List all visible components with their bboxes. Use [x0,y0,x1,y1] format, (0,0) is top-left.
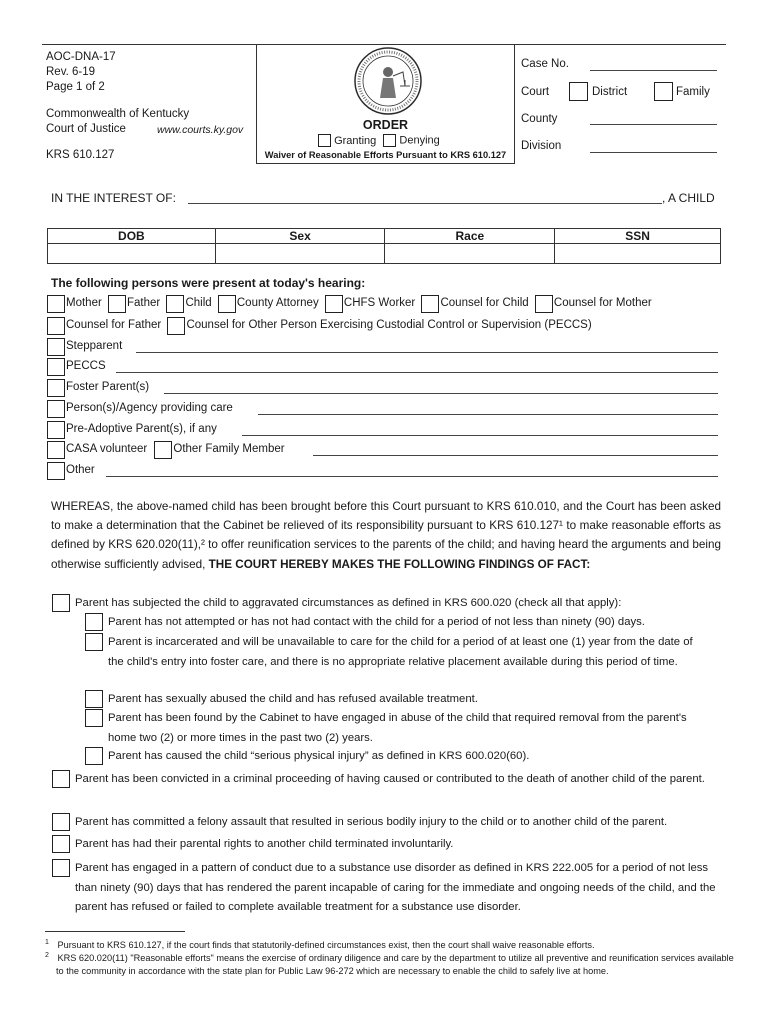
physical-injury-text: Parent has caused the child “serious physical injury” as defined in KRS 600.020(60). [108,750,530,762]
ssn-header: SSN [555,229,721,244]
finding-sub-5 [108,747,708,767]
terminated-checkbox[interactable] [52,835,70,853]
district-checkbox[interactable] [569,82,588,101]
felony-checkbox[interactable] [52,813,70,831]
preadoptive-checkbox[interactable] [47,421,65,439]
stepparent-row [47,337,721,356]
other-family-field[interactable] [313,455,718,456]
footnote-rule [45,931,185,932]
denying-label: Denying [399,134,440,147]
footnote-2-mark: 2 [45,952,49,959]
present-row-1 [47,294,652,313]
footnote-2 [45,950,736,977]
counsel-child-checkbox[interactable] [421,295,439,313]
foster-parent-label: Foster Parent(s) [66,381,150,393]
finding-substance [75,859,723,918]
substance-text: Parent has engaged in a pattern of conduct due to a substance use disorder as defined in KRS 222.005 for a period of not less than ninety (90) days that has rendered the parent incapable of caring for the immediate and ongoing needs of the child, and the parent has refused or failed to complete available treatment for a substance use disorder. [75,862,716,913]
finding-sub-4 [108,709,708,748]
present-row-2 [47,316,592,335]
finding-convicted [75,770,723,790]
whereas-paragraph [51,497,721,574]
court-of-justice-label: Court of Justice [46,123,126,135]
other-family-checkbox[interactable] [154,441,172,459]
foster-row [47,378,149,397]
foster-parent-checkbox[interactable] [47,379,65,397]
aggravated-checkbox[interactable] [52,594,70,612]
stepparent-field[interactable] [136,352,718,353]
race-header: Race [385,229,555,244]
stepparent-checkbox[interactable] [47,338,65,356]
other-family-label: Other Family Member [173,443,285,455]
incarcerated-text: Parent is incarcerated and will be unavailable to care for the child for a period of at least one (1) year from the date of the child's entry into foster care, and there is no appropriate relative placement available during this period of time. [108,636,693,668]
physical-injury-checkbox[interactable] [85,747,103,765]
header-order-bottom-rule [256,163,515,164]
sexual-abuse-checkbox[interactable] [85,690,103,708]
granting-label: Granting [334,134,377,147]
finding-sub-3 [108,690,708,710]
granting-denying-row [318,134,440,147]
other-row [47,461,95,480]
page-number: Page 1 of 2 [46,81,105,93]
child-name-field[interactable] [188,203,662,204]
removal-checkbox[interactable] [85,709,103,727]
case-no-field[interactable] [590,70,717,71]
no-contact-text: Parent has not attempted or has not had contact with the child for a period of not less than ninety (90) days. [108,616,645,628]
casa-label: CASA volunteer [66,443,148,455]
case-no-label: Case No. [521,58,569,70]
mother-label: Mother [66,297,102,309]
terminated-text: Parent has had their parental rights to another child terminated involuntarily. [75,838,454,850]
other-checkbox[interactable] [47,462,65,480]
casa-row [47,440,285,459]
commonwealth-label: Commonwealth of Kentucky [46,108,190,120]
form-revision: Rev. 6-19 [46,66,96,78]
race-cell[interactable] [385,244,555,264]
other-label: Other [66,464,95,476]
whereas-text: WHEREAS, the above-named child has been brought before this Court pursuant to KRS 610.010, and the Court has been asked to make a determination that the Cabinet be relieved of its responsibility pursuant to KRS 610.127¹ to make reasonable efforts as defined by KRS 620.020(11),² to offer reunification services to the parents of the child; and having heard the arguments and being otherwise sufficiently advised, [51,500,721,571]
footnote-1-text: Pursuant to KRS 610.127, if the court finds that statutorily-defined circumstances exist, then the court shall waive reasonable efforts. [57,940,595,951]
counsel-mother-checkbox[interactable] [535,295,553,313]
chfs-worker-checkbox[interactable] [325,295,343,313]
counsel-child-label: Counsel for Child [440,297,529,309]
father-label: Father [127,297,161,309]
chfs-worker-label: CHFS Worker [343,297,416,309]
district-label: District [592,86,628,98]
county-label: County [521,113,558,125]
finding-sub-2 [108,633,708,672]
header-divider-right [514,44,515,164]
court-label: Court [521,86,550,98]
finding-felony [75,813,723,833]
child-info-header-row [48,229,721,244]
no-contact-checkbox[interactable] [85,613,103,631]
agency-label: Person(s)/Agency providing care [66,402,233,414]
present-heading: The following persons were present at today's hearing: [51,276,366,290]
website-label: www.courts.ky.gov [157,124,244,136]
denying-checkbox[interactable] [383,134,396,147]
dob-cell[interactable] [48,244,216,264]
county-field[interactable] [590,124,717,125]
child-label: Child [185,297,212,309]
form-id: AOC-DNA-17 [46,51,116,63]
peccs-label: PECCS [66,360,106,372]
mother-checkbox[interactable] [47,295,65,313]
counsel-peccs-label: Counsel for Other Person Exercising Custodial Control or Supervision (PECCS) [186,319,592,331]
incarcerated-checkbox[interactable] [85,633,103,651]
counsel-mother-label: Counsel for Mother [553,297,652,309]
father-checkbox[interactable] [108,295,126,313]
header-divider-left [256,44,257,164]
header-top-rule [42,44,726,45]
order-title: ORDER [362,118,409,132]
a-child-label: , A CHILD [662,191,715,205]
dob-header: DOB [48,229,216,244]
county-attorney-checkbox[interactable] [218,295,236,313]
counsel-father-checkbox[interactable] [47,317,65,335]
aggravated-text: Parent has subjected the child to aggravated circumstances as defined in KRS 600.020 (check all that apply): [75,597,622,609]
county-attorney-label: County Attorney [236,297,319,309]
child-info-value-row [48,244,721,264]
agency-checkbox[interactable] [47,400,65,418]
child-info-table [47,228,721,264]
convicted-checkbox[interactable] [52,770,70,788]
family-label: Family [676,86,710,98]
footnote-2-text: KRS 620.020(11) "Reasonable efforts" means the exercise of ordinary diligence and care by the department to utilize all preventive and reunification services available to the community in accordance with the state plan for Public Law 96-272 which are necessary to enable the child to safely live at home. [56,953,734,976]
division-field[interactable] [590,152,717,153]
finding-aggravated [75,594,725,614]
granting-checkbox[interactable] [318,134,331,147]
ssn-cell[interactable] [555,244,721,264]
sex-header: Sex [215,229,385,244]
peccs-row [47,357,106,376]
foster-parent-field[interactable] [164,393,718,394]
counsel-father-label: Counsel for Father [66,319,162,331]
division-label: Division [521,140,562,152]
findings-heading: THE COURT HEREBY MAKES THE FOLLOWING FINDINGS OF FACT: [208,557,591,571]
kentucky-seal [353,46,423,116]
child-checkbox[interactable] [166,295,184,313]
convicted-text: Parent has been convicted in a criminal proceeding of having caused or contributed to the death of another child of the parent. [75,773,705,785]
felony-text: Parent has committed a felony assault that resulted in serious bodily injury to the child or to another child of the parent. [75,816,668,828]
finding-terminated [75,835,723,855]
counsel-peccs-checkbox[interactable] [167,317,185,335]
sex-cell[interactable] [215,244,385,264]
casa-checkbox[interactable] [47,441,65,459]
order-subtitle: Waiver of Reasonable Efforts Pursuant to KRS 610.127 [264,150,507,160]
peccs-field[interactable] [116,372,718,373]
family-checkbox[interactable] [654,82,673,101]
footnote-1-mark: 1 [45,939,49,946]
statute-label: KRS 610.127 [46,149,115,161]
agency-field[interactable] [258,414,718,415]
peccs-checkbox[interactable] [47,358,65,376]
preadoptive-label: Pre-Adoptive Parent(s), if any [66,423,217,435]
substance-checkbox[interactable] [52,859,70,877]
preadoptive-field[interactable] [242,435,718,436]
finding-sub-1 [108,613,708,633]
agency-row [47,399,233,418]
removal-text: Parent has been found by the Cabinet to have engaged in abuse of the child that required removal from the parent's home two (2) or more times in the past two (2) years. [108,712,687,744]
preadoptive-row [47,420,217,439]
sexual-abuse-text: Parent has sexually abused the child and has refused available treatment. [108,693,478,705]
interest-label: IN THE INTEREST OF: [51,191,176,205]
other-field[interactable] [106,476,718,477]
stepparent-label: Stepparent [66,340,123,352]
